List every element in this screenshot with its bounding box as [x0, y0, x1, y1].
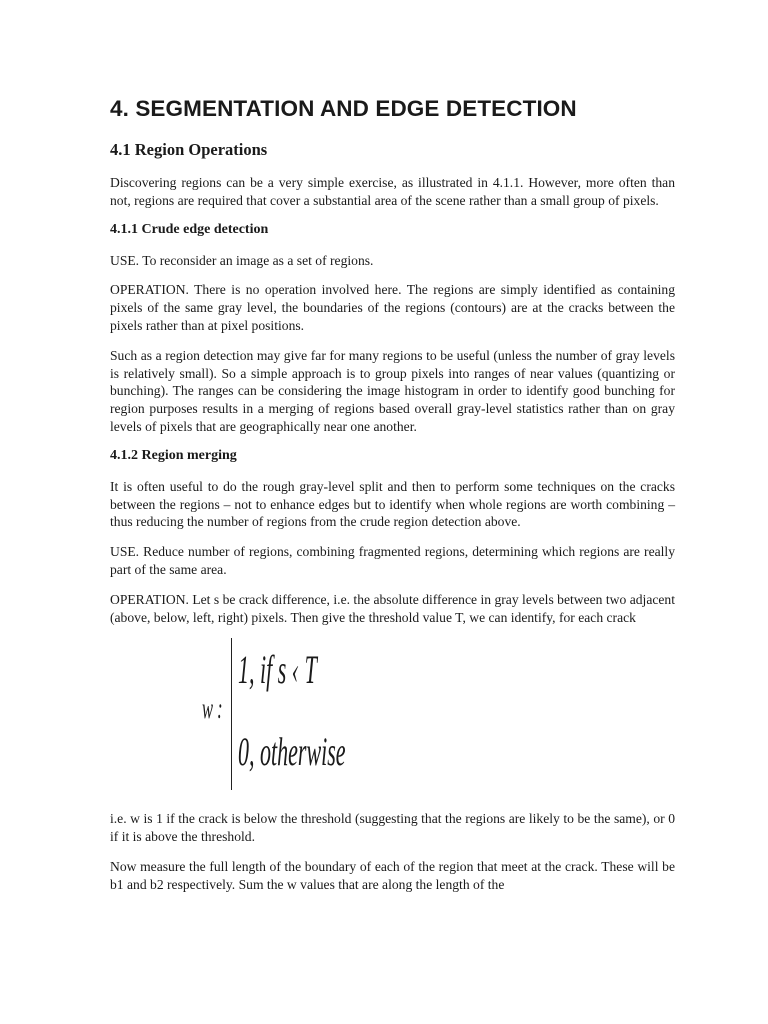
threshold-formula [110, 638, 675, 796]
region-merging-operation-paragraph: OPERATION. Let s be crack difference, i.e. the absolute difference in gray levels between two adjacent (above, below, left, right) pixels. Then give the threshold value T, we can identify, for each crack [110, 591, 675, 625]
formula-explanation-paragraph: i.e. w is 1 if the crack is below the threshold (suggesting that the regions are likely to be the same), or 0 if it is above the threshold. [110, 811, 675, 845]
crude-edge-discussion-paragraph: Such as a region detection may give far for many regions to be useful (unless the number of gray levels is relatively small). So a simple approach is to group pixels into ranges of near values (quantizing or bunching). The ranges can be considering the image histogram in order to identify good bunching for region purposes results in a merging of regions based overall gray-level statistics rather than on gray levels of pixels that are geographically near one another. [110, 347, 675, 434]
subsection-title-crude-edge-detection: 4.1.1 Crude edge detection [110, 221, 269, 237]
document-page [110, 96, 675, 906]
chapter-title: 4. SEGMENTATION AND EDGE DETECTION [110, 96, 577, 121]
crude-edge-operation-paragraph: OPERATION. There is no operation involved here. The regions are simply identified as containing pixels of the same gray level, the boundaries of the regions (contours) are at the cracks between the pixels rather than at pixel positions. [110, 282, 675, 333]
region-merging-intro-paragraph: It is often useful to do the rough gray-level split and then to perform some techniques on the cracks between the regions – not to enhance edges but to identify when whole regions are worth combining – thus reducing the number of regions from the crude region detection above. [110, 478, 675, 530]
formula-brace [231, 638, 235, 790]
subsection-title-region-merging: 4.1.2 Region merging [110, 447, 237, 463]
crude-edge-use-paragraph: USE. To reconsider an image as a set of regions. [110, 252, 374, 268]
intro-paragraph: Discovering regions can be a very simple exercise, as illustrated in 4.1.1. However, more often than not, regions are required that cover a substantial area of the scene rather than a small group of pixels. [110, 175, 675, 208]
section-title: 4.1 Region Operations [110, 140, 268, 159]
formula-case-one: 1, if s ‹ T [238, 647, 317, 693]
boundary-measure-paragraph: Now measure the full length of the boundary of each of the region that meet at the crack. These will be b1 and b2 respectively. Sum the w values that are along the length of the [110, 858, 675, 892]
region-merging-use-paragraph: USE. Reduce number of regions, combining fragmented regions, determining which regions are really part of the same area. [110, 544, 675, 577]
formula-lhs: w : [202, 692, 223, 726]
formula-case-zero: 0, otherwise [238, 729, 346, 775]
